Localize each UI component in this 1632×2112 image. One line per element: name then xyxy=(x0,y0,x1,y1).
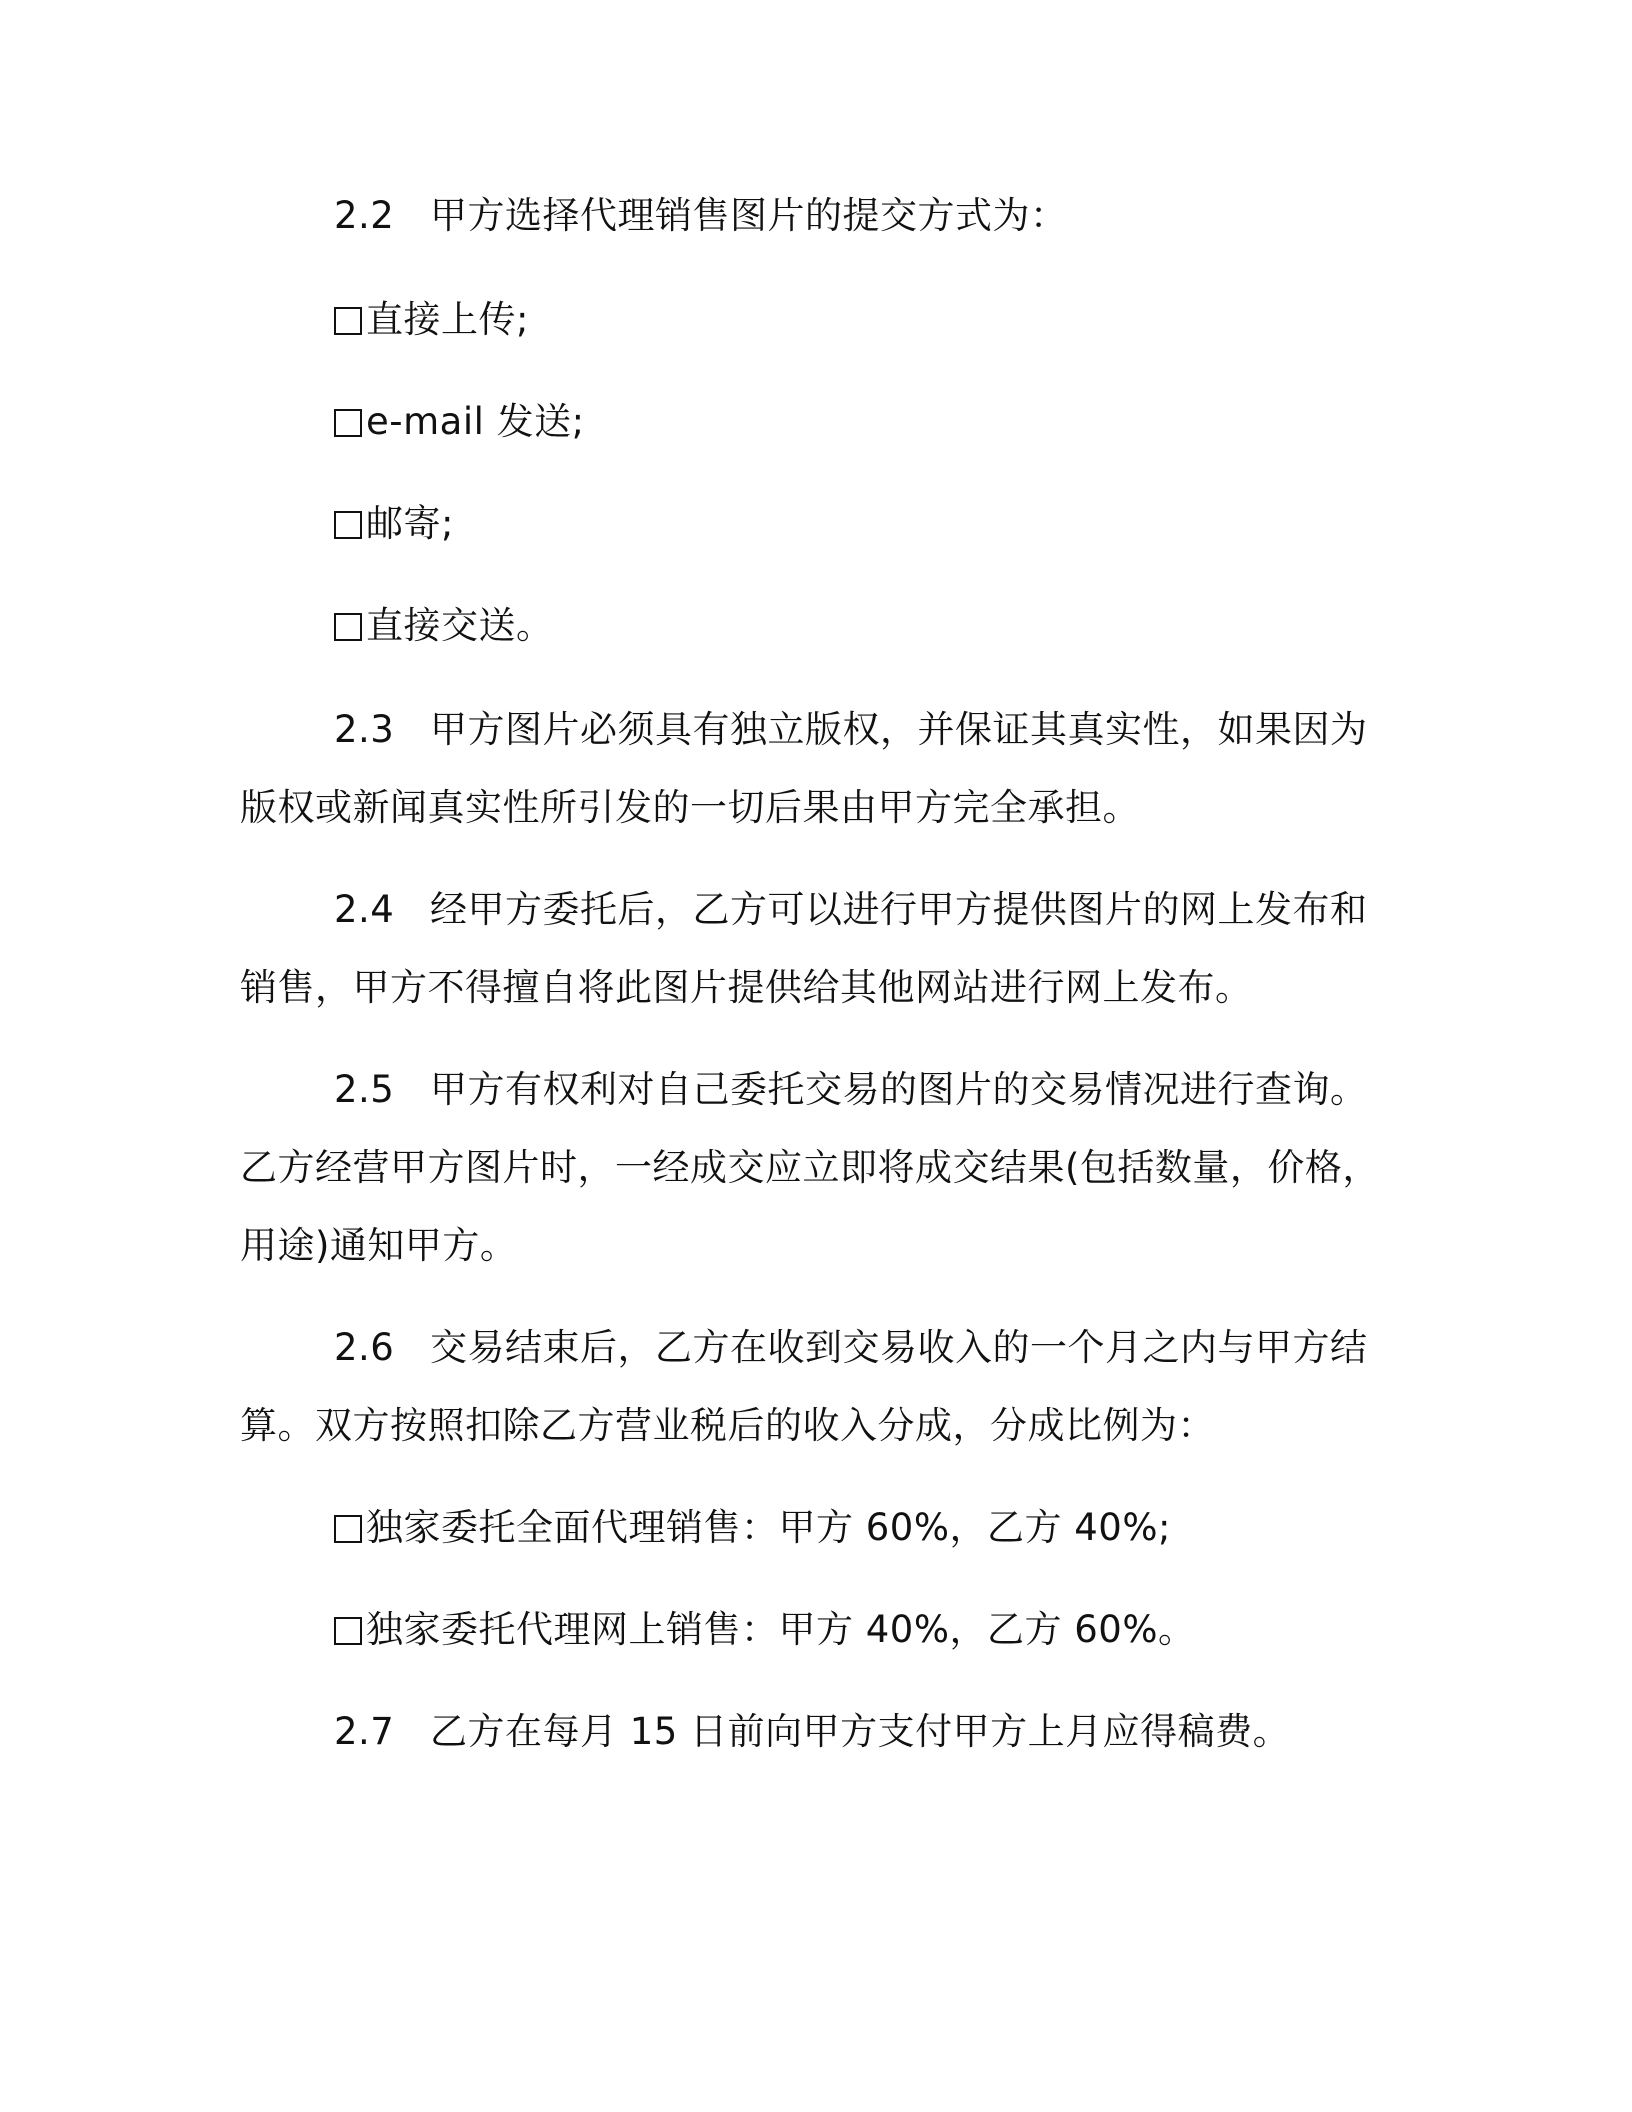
clause-number: 2.6 xyxy=(334,1326,395,1369)
option-direct-upload xyxy=(334,296,529,344)
option-email xyxy=(334,398,585,446)
checkbox-icon[interactable] xyxy=(334,1515,362,1543)
clause-number: 2.2 xyxy=(334,194,395,237)
option-label: 直接上传; xyxy=(366,298,529,341)
option-label: 独家委托全面代理销售：甲方 60%，乙方 40%; xyxy=(366,1506,1171,1549)
clause-number: 2.7 xyxy=(334,1710,395,1753)
clause-2-2-heading xyxy=(334,192,1068,240)
clause-2-4-line-1 xyxy=(334,886,1368,934)
option-online-agency xyxy=(334,1606,1196,1654)
clause-text: 甲方有权利对自己委托交易的图片的交易情况进行查询。 xyxy=(430,1068,1368,1111)
clause-2-7-heading xyxy=(334,1708,1290,1756)
clause-text: 甲方选择代理销售图片的提交方式为： xyxy=(430,194,1068,237)
option-label: 邮寄; xyxy=(366,502,454,545)
clause-text: 甲方图片必须具有独立版权，并保证其真实性，如果因为 xyxy=(430,708,1368,751)
option-label: e-mail 发送; xyxy=(366,400,585,443)
option-mail xyxy=(334,500,454,548)
option-full-agency xyxy=(334,1504,1171,1552)
clause-number: 2.3 xyxy=(334,708,395,751)
checkbox-icon[interactable] xyxy=(334,511,362,539)
clause-2-6-line-1 xyxy=(334,1324,1368,1372)
clause-2-5-line-1 xyxy=(334,1066,1368,1114)
checkbox-icon[interactable] xyxy=(334,307,362,335)
checkbox-icon[interactable] xyxy=(334,613,362,641)
clause-text: 乙方在每月 15 日前向甲方支付甲方上月应得稿费。 xyxy=(430,1710,1291,1753)
clause-2-5-line-3: 用途)通知甲方。 xyxy=(240,1224,518,1267)
clause-text: 交易结束后，乙方在收到交易收入的一个月之内与甲方结 xyxy=(430,1326,1368,1369)
clause-2-3-line-1 xyxy=(334,706,1368,754)
option-label: 独家委托代理网上销售：甲方 40%，乙方 60%。 xyxy=(366,1608,1196,1651)
clause-2-6-line-2: 算。双方按照扣除乙方营业税后的收入分成，分成比例为： xyxy=(240,1404,1215,1447)
checkbox-icon[interactable] xyxy=(334,409,362,437)
clause-number: 2.4 xyxy=(334,888,395,931)
clause-2-5-line-2: 乙方经营甲方图片时，一经成交应立即将成交结果(包括数量，价格， xyxy=(240,1146,1380,1189)
clause-text: 经甲方委托后，乙方可以进行甲方提供图片的网上发布和 xyxy=(430,888,1368,931)
clause-2-4-line-2: 销售，甲方不得擅自将此图片提供给其他网站进行网上发布。 xyxy=(240,966,1253,1009)
clause-2-3-line-2: 版权或新闻真实性所引发的一切后果由甲方完全承担。 xyxy=(240,786,1140,829)
option-label: 直接交送。 xyxy=(366,604,554,647)
clause-number: 2.5 xyxy=(334,1068,395,1111)
option-hand-delivery xyxy=(334,602,554,650)
checkbox-icon[interactable] xyxy=(334,1617,362,1645)
